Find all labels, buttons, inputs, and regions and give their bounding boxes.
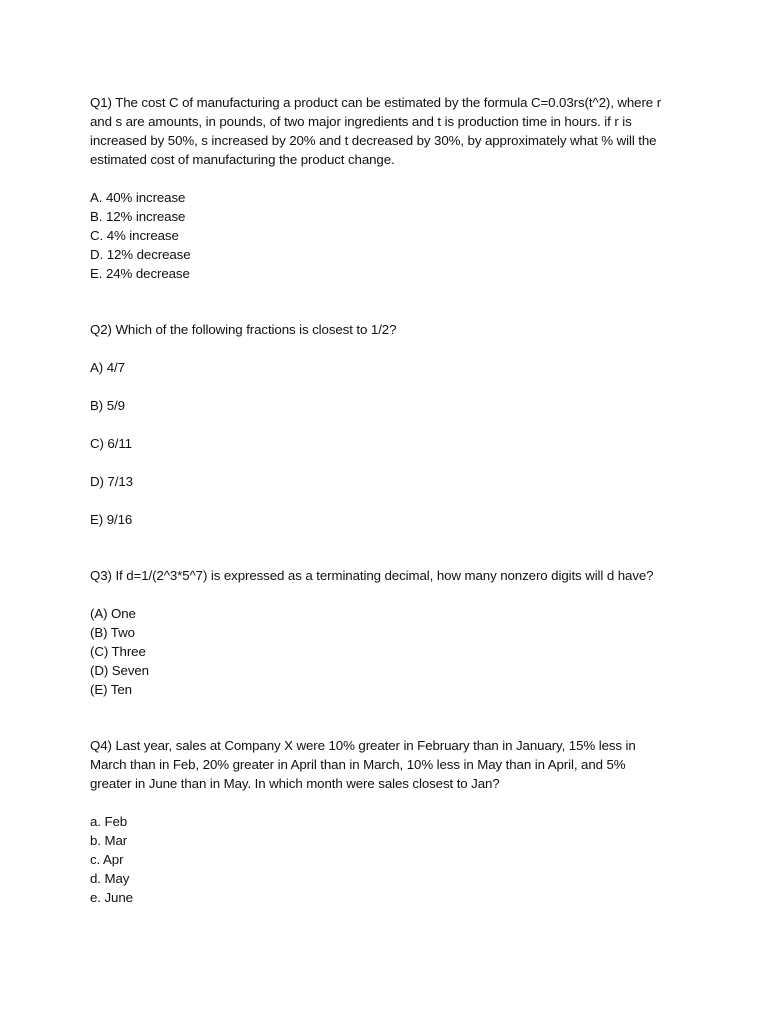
option: d. May: [90, 871, 130, 886]
question-3-options: [90, 604, 670, 699]
question-3-text: Q3) If d=1/(2^3*5^7) is expressed as a terminating decimal, how many nonzero digits will d have?: [90, 568, 654, 583]
document-page: [90, 93, 670, 907]
option: C) 6/11: [90, 436, 132, 451]
question-4-text: Q4) Last year, sales at Company X were 10% greater in February than in January, 15% less in March than in Feb, 20% greater in April than in March, 10% less in May than in April, and 5% greater in June than in May. In which month were sales closest to Jan?: [90, 738, 636, 791]
question-2-options: [90, 358, 670, 529]
option: (D) Seven: [90, 663, 149, 678]
option: e. June: [90, 890, 133, 905]
option: B. 12% increase: [90, 209, 186, 224]
question-4-options: [90, 812, 670, 907]
option: A. 40% increase: [90, 190, 186, 205]
question-3: [90, 566, 670, 699]
option: a. Feb: [90, 814, 128, 829]
question-1-options: [90, 188, 670, 283]
question-2-text: Q2) Which of the following fractions is closest to 1/2?: [90, 322, 397, 337]
option: c. Apr: [90, 852, 124, 867]
option: E. 24% decrease: [90, 266, 190, 281]
option: C. 4% increase: [90, 228, 179, 243]
option: B) 5/9: [90, 398, 125, 413]
option: (C) Three: [90, 644, 146, 659]
option: (A) One: [90, 606, 136, 621]
option: (B) Two: [90, 625, 135, 640]
question-2: [90, 320, 670, 529]
question-4: [90, 736, 670, 907]
option: b. Mar: [90, 833, 128, 848]
option: D. 12% decrease: [90, 247, 191, 262]
option: A) 4/7: [90, 360, 125, 375]
option: E) 9/16: [90, 512, 133, 527]
option: D) 7/13: [90, 474, 133, 489]
option: (E) Ten: [90, 682, 132, 697]
question-1: [90, 93, 670, 283]
question-1-text: Q1) The cost C of manufacturing a product can be estimated by the formula C=0.03rs(t^2), where r and s are amounts, in pounds, of two major ingredients and t is production time in hours. if r is increased by 50%, s increased by 20% and t decreased by 30%, by approximately what % will the estimated cost of manufacturing the product change.: [90, 95, 662, 167]
